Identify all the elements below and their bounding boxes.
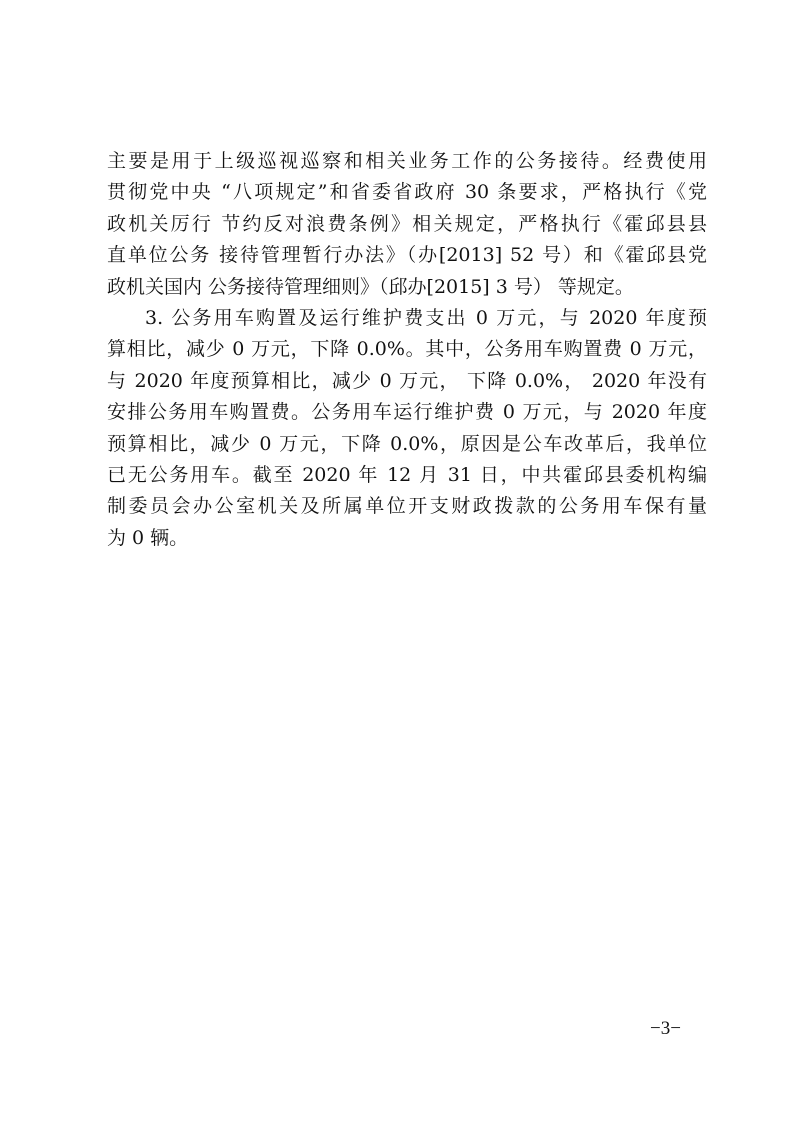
page-number: −3− [650, 1018, 681, 1039]
body-text [107, 146, 707, 554]
text-line: 安排公务用车购置费。公务用车运行维护费 0 万元，与 2020 年度 [107, 401, 707, 424]
text-line: 与 2020 年度预算相比，减少 0 万元， 下降 0.0%， 2020 年没有 [107, 369, 707, 392]
paragraph-reception-expenses [107, 146, 707, 303]
text-line: 主要是用于上级巡视巡察和相关业务工作的公务接待。经费使用 [107, 150, 707, 172]
text-line: 贯彻党中央 “八项规定”和省委省政府 30 条要求，严格执行《党 [107, 181, 707, 204]
paragraph-vehicle-expenses [107, 303, 707, 554]
text-line: 政机关厉行 节约反对浪费条例》相关规定，严格执行《霍邱县县 [107, 212, 707, 235]
text-line: 直单位公务 接待管理暂行办法》（办[2013] 52 号）和《霍邱县党 [107, 244, 707, 267]
text-line: 算相比，减少 0 万元，下降 0.0%。其中，公务用车购置费 0 万元， [107, 338, 707, 361]
text-line: 为 0 辆。 [107, 526, 189, 549]
text-line: 政机关国内 公务接待管理细则》（邱办[2015] 3 号） 等规定。 [107, 275, 634, 298]
text-line: 3. 公务用车购置及运行维护费支出 0 万元，与 2020 年度预 [145, 306, 707, 329]
text-line: 已无公务用车。截至 2020 年 12 月 31 日，中共霍邱县委机构编 [107, 463, 707, 486]
text-line: 制委员会办公室机关及所属单位开支财政拨款的公务用车保有量 [107, 495, 707, 518]
text-line: 预算相比，减少 0 万元，下降 0.0%，原因是公车改革后，我单位 [107, 432, 707, 455]
